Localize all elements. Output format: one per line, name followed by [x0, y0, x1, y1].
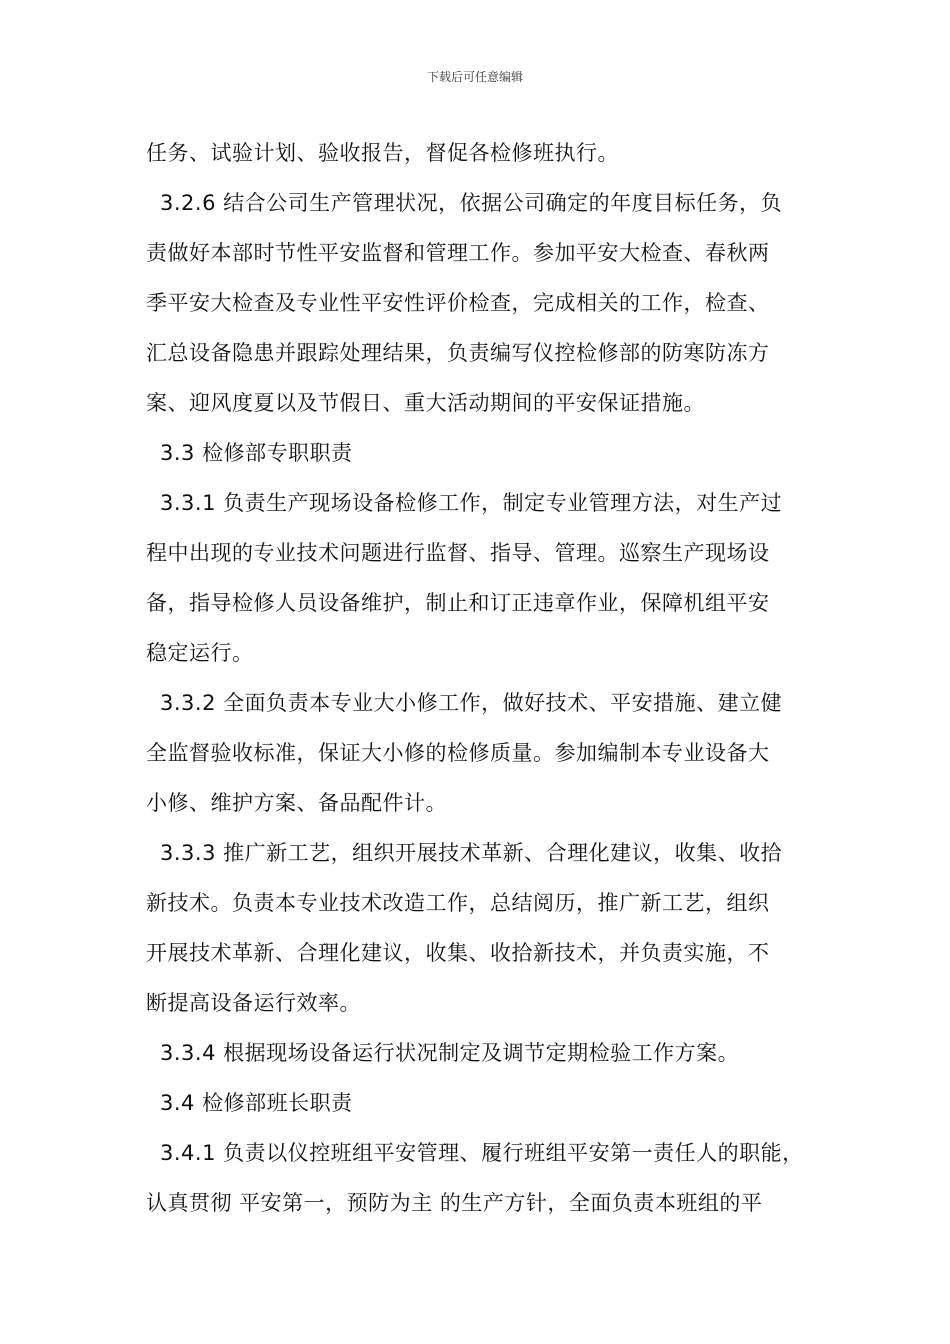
text-line: 3.4 检修部班长职责	[160, 1091, 353, 1115]
text-line: 3.4.1 负责以仪控班组平安管理、履行班组平安第一责任人的职能，	[160, 1141, 804, 1165]
text-line: 3.2.6 结合公司生产管理状况，依据公司确定的年度目标任务，负	[160, 191, 783, 215]
text-line: 开展技术革新、合理化建议，收集、收拾新技术，并负责实施，不	[146, 941, 770, 965]
text-line: 3.3.4 根据现场设备运行状况制定及调节定期检验工作方案。	[160, 1041, 740, 1065]
text-line: 责做好本部时节性平安监督和管理工作。参加平安大检查、春秋两	[146, 241, 770, 265]
text-line: 汇总设备隐患并跟踪处理结果，负责编写仪控检修部的防寒防冻方	[146, 341, 770, 365]
text-line: 断提高设备运行效率。	[146, 991, 361, 1015]
text-line: 季平安大检查及专业性平安性评价检查，完成相关的工作，检查、	[146, 291, 770, 315]
text-line: 案、迎风度夏以及节假日、重大活动期间的平安保证措施。	[146, 391, 705, 415]
text-line: 新技术。负责本专业技术改造工作，总结阅历，推广新工艺，组织	[146, 891, 770, 915]
text-line: 全监督验收标准，保证大小修的检修质量。参加编制本专业设备大	[146, 741, 770, 765]
text-line: 备，指导检修人员设备维护，制止和订正违章作业，保障机组平安	[146, 591, 770, 615]
text-line: 3.3 检修部专职职责	[160, 441, 353, 465]
text-line: 程中出现的专业技术问题进行监督、指导、管理。巡察生产现场设	[146, 541, 770, 565]
text-line: 稳定运行。	[146, 641, 254, 665]
text-line: 3.3.2 全面负责本专业大小修工作，做好技术、平安措施、建立健	[160, 691, 783, 715]
text-line: 任务、试验计划、验收报告，督促各检修班执行。	[146, 141, 619, 165]
text-line: 3.3.3 推广新工艺，组织开展技术革新、合理化建议，收集、收拾	[160, 841, 783, 865]
page-header: 下载后可任意编辑	[426, 70, 523, 84]
document-body	[146, 128, 808, 1228]
text-line: 认真贯彻 平安第一，预防为主 的生产方针，全面负责本班组的平	[146, 1191, 763, 1215]
text-line: 小修、维护方案、备品配件计。	[146, 791, 447, 815]
text-line: 3.3.1 负责生产现场设备检修工作，制定专业管理方法，对生产过	[160, 491, 783, 515]
